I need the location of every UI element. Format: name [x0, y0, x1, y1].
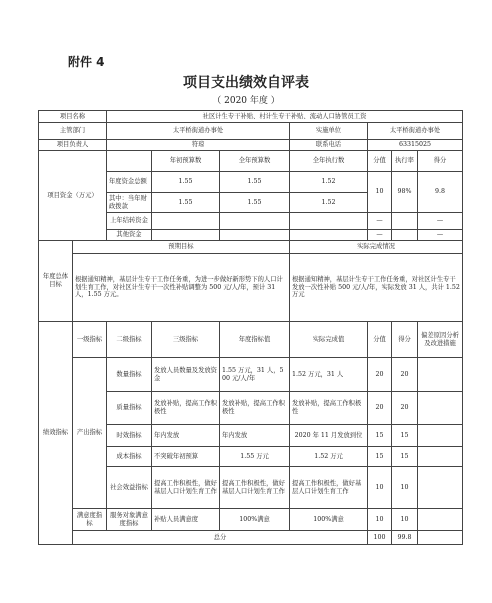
funds-row-exec [290, 213, 368, 230]
page-title: 项目支出绩效自评表 [183, 75, 309, 91]
funds-row-score: — [368, 230, 392, 241]
indicator-score: 20 [368, 358, 392, 392]
indicator-deviation [418, 392, 463, 425]
satisfaction-level2: 服务对象满意度指标 [107, 509, 152, 531]
indicator-level2: 社会效益指标 [107, 467, 152, 509]
total-score: 100 [368, 531, 392, 545]
funds-row-exec [290, 230, 368, 241]
indicator-deviation [418, 467, 463, 509]
satisfaction-actual: 100%满意 [290, 509, 368, 531]
project-name-value: 社区计生专干补贴、村计生专干补贴、流动人口协管员工资 [107, 111, 463, 123]
funds-col-executed: 全年执行数 [290, 151, 368, 172]
indicator-score: 20 [368, 392, 392, 425]
indicator-target: 提高工作积极性，做好基层人口计划生育工作 [220, 467, 290, 509]
indicator-points: 15 [392, 447, 418, 467]
funds-header-blank [107, 151, 152, 172]
indicator-level2: 时效指标 [107, 425, 152, 447]
funds-row-points: 9.8 [418, 172, 463, 213]
funds-col-score: 分值 [368, 151, 392, 172]
funds-row-label: 年度资金总额 [107, 172, 152, 193]
goals-actual-text: 根据通知精神，基层计生专干工作任务重，对社区计生专干发放一次性补贴 500 元/人/年，实际发放 31 人，共计 1.52 万元 [290, 254, 463, 322]
indicators-header: 实际完成值 [290, 322, 368, 358]
indicator-target: 年内发放 [220, 425, 290, 447]
goals-planned-text: 根据通知精神，基层计生专干工作任务重，为进一步做好新形势下的人口计划生育工作，对社区计生专干一次性补贴调整为 500 元/人/年，预计 31 人，1.55 万元。 [73, 254, 290, 322]
funds-row-exec: 1.52 [290, 193, 368, 213]
indicator-level3: 提高工作积极性，做好基层人口计划生育工作 [152, 467, 220, 509]
indicator-deviation [418, 425, 463, 447]
total-deviation [418, 531, 463, 545]
indicator-points: 20 [392, 392, 418, 425]
indicators-header: 分值 [368, 322, 392, 358]
indicator-score: 15 [368, 425, 392, 447]
indicator-actual: 发放补贴，提高工作积极性 [290, 392, 368, 425]
funds-col-points: 得分 [418, 151, 463, 172]
funds-row-points: — [418, 230, 463, 241]
satisfaction-score: 10 [368, 509, 392, 531]
output-indicator-label: 产出指标 [73, 358, 107, 509]
indicator-level3: 年内发放 [152, 425, 220, 447]
indicator-points: 15 [392, 425, 418, 447]
leader-value: 符琼 [107, 140, 290, 151]
funds-row-exec: 1.52 [290, 172, 368, 193]
project-name-label: 项目名称 [39, 111, 107, 123]
indicators-header: 年度指标值 [220, 322, 290, 358]
indicators-header: 一级指标 [73, 322, 107, 358]
funds-col-rate: 执行率 [392, 151, 418, 172]
funds-row-label: 其中：当年财政拨款 [107, 193, 152, 213]
satisfaction-deviation [418, 509, 463, 531]
indicator-target: 发放补贴，提高工作积极性 [220, 392, 290, 425]
indicator-points: 20 [392, 358, 418, 392]
indicator-deviation [418, 358, 463, 392]
total-points: 99.8 [392, 531, 418, 545]
funds-row-rate [392, 230, 418, 241]
funds-row-rate [392, 213, 418, 230]
phone-value: 63315025 [368, 140, 463, 151]
funds-row-full: 1.55 [220, 193, 290, 213]
funds-col-budget: 年初预算数 [152, 151, 220, 172]
indicator-level3: 不突破年初预算 [152, 447, 220, 467]
goals-label: 年度总体目标 [39, 241, 73, 322]
leader-label: 项目负责人 [39, 140, 107, 151]
funds-row-full [220, 213, 290, 230]
indicator-level2: 质量指标 [107, 392, 152, 425]
funds-row-score: 10 [368, 172, 392, 213]
satisfaction-level3: 补贴人员满意度 [152, 509, 220, 531]
phone-label: 联系电话 [290, 140, 368, 151]
indicator-actual: 1.52 万元 [290, 447, 368, 467]
funds-row-budget [152, 230, 220, 241]
funds-row-full [220, 230, 290, 241]
funds-row-score: — [368, 213, 392, 230]
indicator-actual: 2020 年 11 月发放到位 [290, 425, 368, 447]
satisfaction-target: 100%满意 [220, 509, 290, 531]
attachment-label: 附件 4 [68, 55, 105, 69]
satisfaction-points: 10 [392, 509, 418, 531]
funds-row-label: 其他资金 [107, 230, 152, 241]
unit-value: 太平桥街道办事处 [368, 123, 463, 140]
indicators-header: 偏差原因分析及改进措施 [418, 322, 463, 358]
indicators-header: 三级指标 [152, 322, 220, 358]
goals-actual-header: 实际完成情况 [290, 241, 463, 254]
dept-label: 主管部门 [39, 123, 107, 140]
indicator-target: 1.55 万元，31 人，500 元/人/年 [220, 358, 290, 392]
indicator-score: 10 [368, 467, 392, 509]
dept-value: 太平桥街道办事处 [107, 123, 290, 140]
unit-label: 实施单位 [290, 123, 368, 140]
funds-row-rate: 98% [392, 172, 418, 213]
indicator-target: 1.55 万元 [220, 447, 290, 467]
indicators-header: 二级指标 [107, 322, 152, 358]
satisfaction-level1: 满意度指标 [73, 509, 107, 531]
indicator-actual: 提高工作积极性，做好基层人口计划生育工作 [290, 467, 368, 509]
funds-label: 项目资金（万元） [39, 151, 107, 241]
indicator-actual: 1.52 万元，31 人 [290, 358, 368, 392]
indicator-level3: 发放人员数量及发放资金 [152, 358, 220, 392]
evaluation-table [38, 110, 463, 545]
indicator-points: 10 [392, 467, 418, 509]
funds-col-full-budget: 全年预算数 [220, 151, 290, 172]
indicators-header: 得分 [392, 322, 418, 358]
indicator-deviation [418, 447, 463, 467]
total-label: 总分 [73, 531, 368, 545]
indicator-level3: 发放补贴，提高工作积极性 [152, 392, 220, 425]
funds-row-budget [152, 213, 220, 230]
goals-planned-header: 预期目标 [73, 241, 290, 254]
funds-row-points: — [418, 213, 463, 230]
funds-row-label: 上年结转资金 [107, 213, 152, 230]
indicators-label: 绩效指标 [39, 322, 73, 545]
funds-row-full: 1.55 [220, 172, 290, 193]
year-label: （ 2020 年度 ） [212, 96, 280, 106]
indicator-score: 15 [368, 447, 392, 467]
indicator-level2: 数量指标 [107, 358, 152, 392]
funds-row-budget: 1.55 [152, 172, 220, 193]
indicator-level2: 成本指标 [107, 447, 152, 467]
funds-row-budget: 1.55 [152, 193, 220, 213]
